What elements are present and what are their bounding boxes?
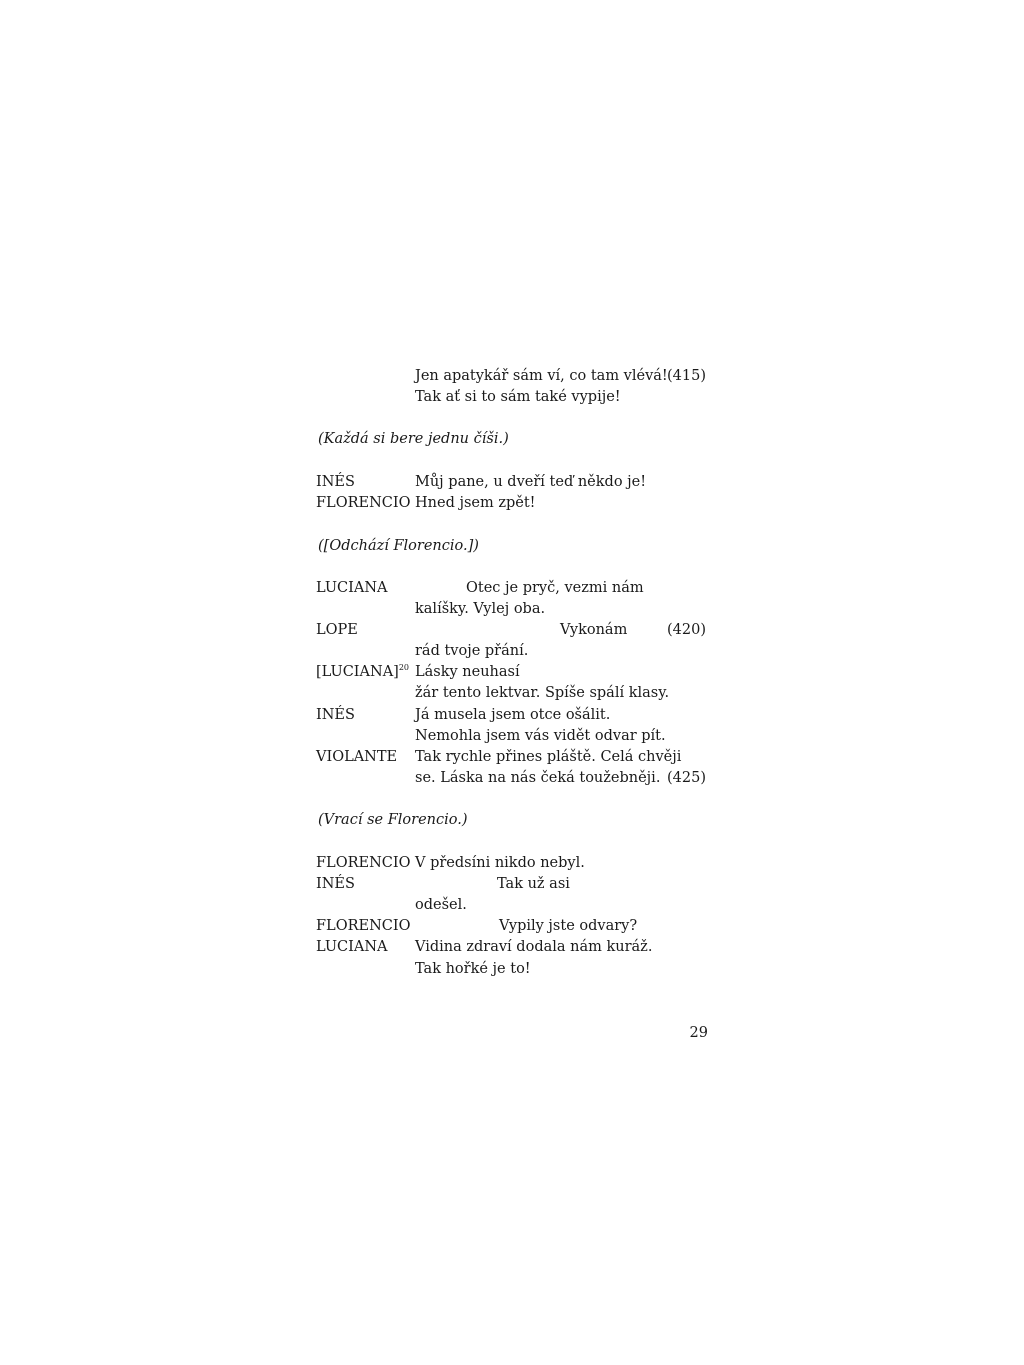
stage-direction — [316, 810, 708, 831]
verse-line — [316, 387, 708, 408]
line-text: kalíšky. Vylej oba. — [415, 601, 546, 617]
verse-line — [316, 641, 708, 662]
stage-direction — [316, 536, 708, 557]
speaker-name: INÉS — [316, 707, 355, 723]
line-text: rád tvoje přání. — [415, 643, 529, 659]
line-text: Můj pane, u dveří teď někdo je! — [415, 474, 647, 490]
verse-line — [316, 874, 708, 895]
line-text: žár tento lektvar. Spíše spálí klasy. — [415, 685, 670, 701]
verse-line — [316, 959, 708, 980]
verse-line — [316, 747, 708, 768]
line-text: Lásky neuhasí — [415, 664, 520, 680]
page-number: 29 — [689, 1025, 708, 1041]
stage-direction-text: ([Odchází Florencio.]) — [318, 538, 479, 554]
verse-line — [316, 662, 708, 683]
speaker-name: VIOLANTE — [316, 749, 398, 765]
verse-line — [316, 366, 708, 387]
line-text: Tak ať si to sám také vypije! — [415, 389, 621, 405]
stage-direction-text: (Vrací se Florencio.) — [318, 812, 468, 828]
verse-line — [316, 683, 708, 704]
speaker-name: LUCIANA — [316, 580, 388, 596]
stage-direction — [316, 429, 708, 450]
speaker-name: FLORENCIO — [316, 918, 411, 934]
line-text: Jen apatykář sám ví, co tam vlévá! — [415, 368, 668, 384]
speaker-name-text: [LUCIANA] — [316, 664, 399, 680]
verse-line — [316, 726, 708, 747]
speaker-name: INÉS — [316, 474, 355, 490]
verse-line — [316, 937, 708, 958]
line-text: Tak už asi — [497, 876, 570, 892]
line-text: Vidina zdraví dodala nám kuráž. — [415, 939, 653, 955]
line-number: (425) — [667, 770, 706, 786]
line-text: V předsíni nikdo nebyl. — [415, 855, 585, 871]
verse-line — [316, 599, 708, 620]
verse-line — [316, 493, 708, 514]
verse-line — [316, 620, 708, 641]
verse-line — [316, 768, 708, 789]
speaker-name — [316, 662, 409, 683]
line-text: odešel. — [415, 897, 467, 913]
line-text: Vypily jste odvary? — [499, 918, 638, 934]
line-text: Hned jsem zpět! — [415, 495, 536, 511]
verse-line — [316, 895, 708, 916]
line-text: Já musela jsem otce ošálit. — [415, 707, 611, 723]
verse-line — [316, 916, 708, 937]
line-text: Vykonám — [560, 622, 628, 638]
footnote-marker[interactable]: 20 — [398, 663, 410, 672]
verse-line — [316, 578, 708, 599]
speaker-name: FLORENCIO — [316, 495, 411, 511]
line-text: Nemohla jsem vás vidět odvar pít. — [415, 728, 666, 744]
line-number: (420) — [667, 622, 706, 638]
line-text: Tak rychle přines pláště. Celá chvěji — [415, 749, 682, 765]
line-number: (415) — [667, 368, 706, 384]
verse-line — [316, 472, 708, 493]
speaker-name: INÉS — [316, 876, 355, 892]
speaker-name: LUCIANA — [316, 939, 388, 955]
line-text: se. Láska na nás čeká toužebněji. — [415, 770, 661, 786]
stage-direction-text: (Každá si bere jednu číši.) — [318, 431, 509, 447]
speaker-name: LOPE — [316, 622, 358, 638]
speaker-name: FLORENCIO — [316, 855, 411, 871]
line-text: Otec je pryč, vezmi nám — [466, 580, 644, 596]
line-text: Tak hořké je to! — [415, 961, 531, 977]
verse-line — [316, 853, 708, 874]
verse-line — [316, 705, 708, 726]
